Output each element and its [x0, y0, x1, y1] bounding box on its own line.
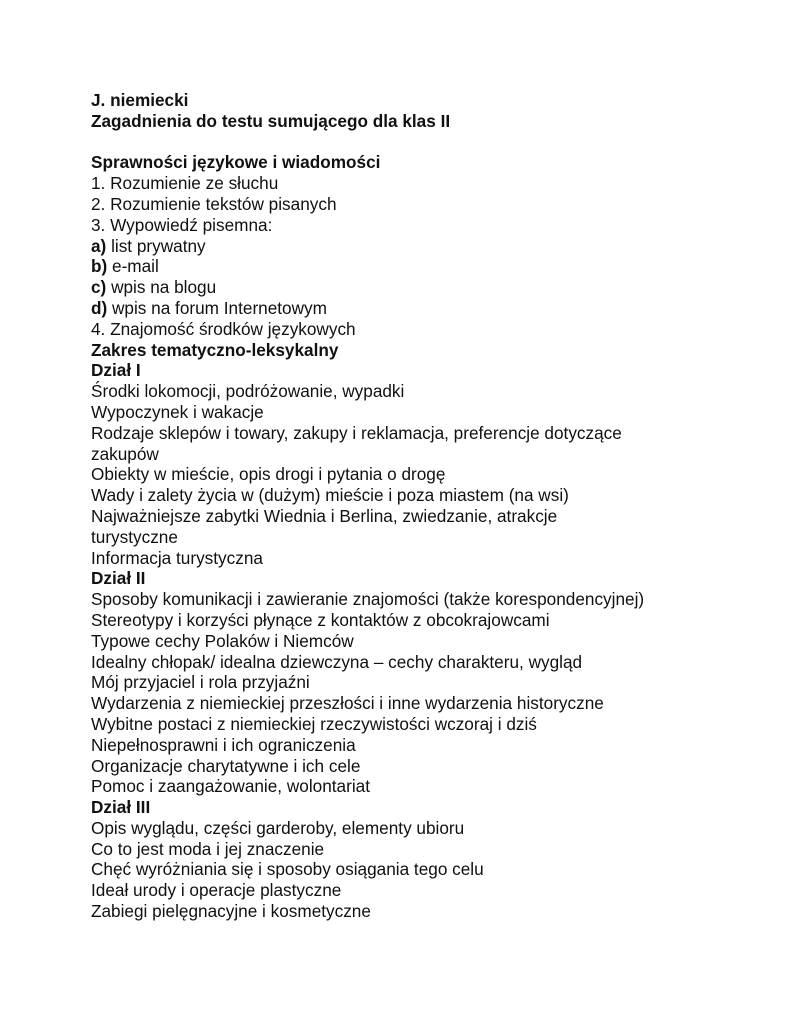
sub-item-marker: b) — [91, 256, 108, 277]
sub-item-text: e-mail — [107, 256, 159, 277]
topic-item: Obiekty w mieście, opis drogi i pytania o drogę — [91, 464, 446, 485]
topic-item: turystyczne — [91, 526, 178, 547]
sub-item-marker: d) — [91, 297, 108, 318]
skill-item-1: 1. Rozumienie ze słuchu — [91, 173, 279, 194]
topic-item: Wybitne postaci z niemieckiej rzeczywistości wczoraj i dziś — [91, 713, 537, 734]
topic-item: Wypoczynek i wakacje — [91, 401, 264, 422]
topic-item: Środki lokomocji, podróżowanie, wypadki — [91, 381, 405, 402]
topic-item: Niepełnosprawni i ich ograniczenia — [91, 734, 356, 755]
topic-item: Zabiegi pielęgnacyjne i kosmetyczne — [91, 901, 371, 922]
topic-item: Co to jest moda i jej znaczenie — [91, 838, 325, 859]
skill-item-3: 3. Wypowiedź pisemna: — [91, 214, 273, 235]
section-title-2: Dział II — [91, 568, 146, 589]
sub-item-text: list prywatny — [106, 235, 206, 256]
skill-item-2: 2. Rozumienie tekstów pisanych — [91, 193, 337, 214]
sub-item-b — [91, 256, 771, 277]
topic-item: Wydarzenia z niemieckiej przeszłości i inne wydarzenia historyczne — [91, 693, 604, 714]
section-title-3: Dział III — [91, 797, 151, 818]
subject-heading: J. niemiecki — [91, 90, 189, 110]
topic-item: Opis wyglądu, części garderoby, elementy ubioru — [91, 817, 465, 838]
sub-item-a — [91, 236, 771, 257]
sub-item-marker: a) — [91, 235, 107, 256]
topic-item: Najważniejsze zabytki Wiednia i Berlina, zwiedzanie, atrakcje — [91, 505, 558, 526]
topic-item: Stereotypy i korzyści płynące z kontaktów z obcokrajowcami — [91, 609, 550, 630]
topic-item: Wady i zalety życia w (dużym) mieście i poza miastem (na wsi) — [91, 485, 569, 506]
topic-item: Idealny chłopak/ idealna dziewczyna – cechy charakteru, wygląd — [91, 651, 583, 672]
sub-item-text: wpis na blogu — [106, 277, 217, 298]
topic-item: Pomoc i zaangażowanie, wolontariat — [91, 776, 370, 797]
sub-item-text: wpis na forum Internetowym — [107, 297, 327, 318]
spacer — [91, 132, 771, 153]
topic-item: Mój przyjaciel i rola przyjaźni — [91, 672, 310, 693]
topics-heading: Zakres tematyczno-leksykalny — [91, 339, 339, 360]
topic-item: zakupów — [91, 443, 159, 464]
section-title-1: Dział I — [91, 360, 141, 381]
topic-item: Typowe cechy Polaków i Niemców — [91, 630, 354, 651]
skill-item-4: 4. Znajomość środków językowych — [91, 318, 356, 339]
topic-item: Rodzaje sklepów i towary, zakupy i reklamacja, preferencje dotyczące — [91, 422, 622, 443]
sub-item-d — [91, 298, 771, 319]
topic-item: Chęć wyróżniania się i sposoby osiągania tego celu — [91, 859, 484, 880]
topic-item: Organizacje charytatywne i ich cele — [91, 755, 361, 776]
topic-item: Sposoby komunikacji i zawieranie znajomości (także korespondencyjnej) — [91, 589, 645, 610]
topic-item: Ideał urody i operacje plastyczne — [91, 880, 342, 901]
skills-heading: Sprawności językowe i wiadomości — [91, 152, 381, 173]
document-page — [91, 90, 771, 922]
document-title: Zagadnienia do testu sumującego dla klas II — [91, 110, 451, 131]
sub-item-marker: c) — [91, 277, 107, 298]
topic-item: Informacja turystyczna — [91, 547, 263, 568]
sub-item-c — [91, 277, 771, 298]
